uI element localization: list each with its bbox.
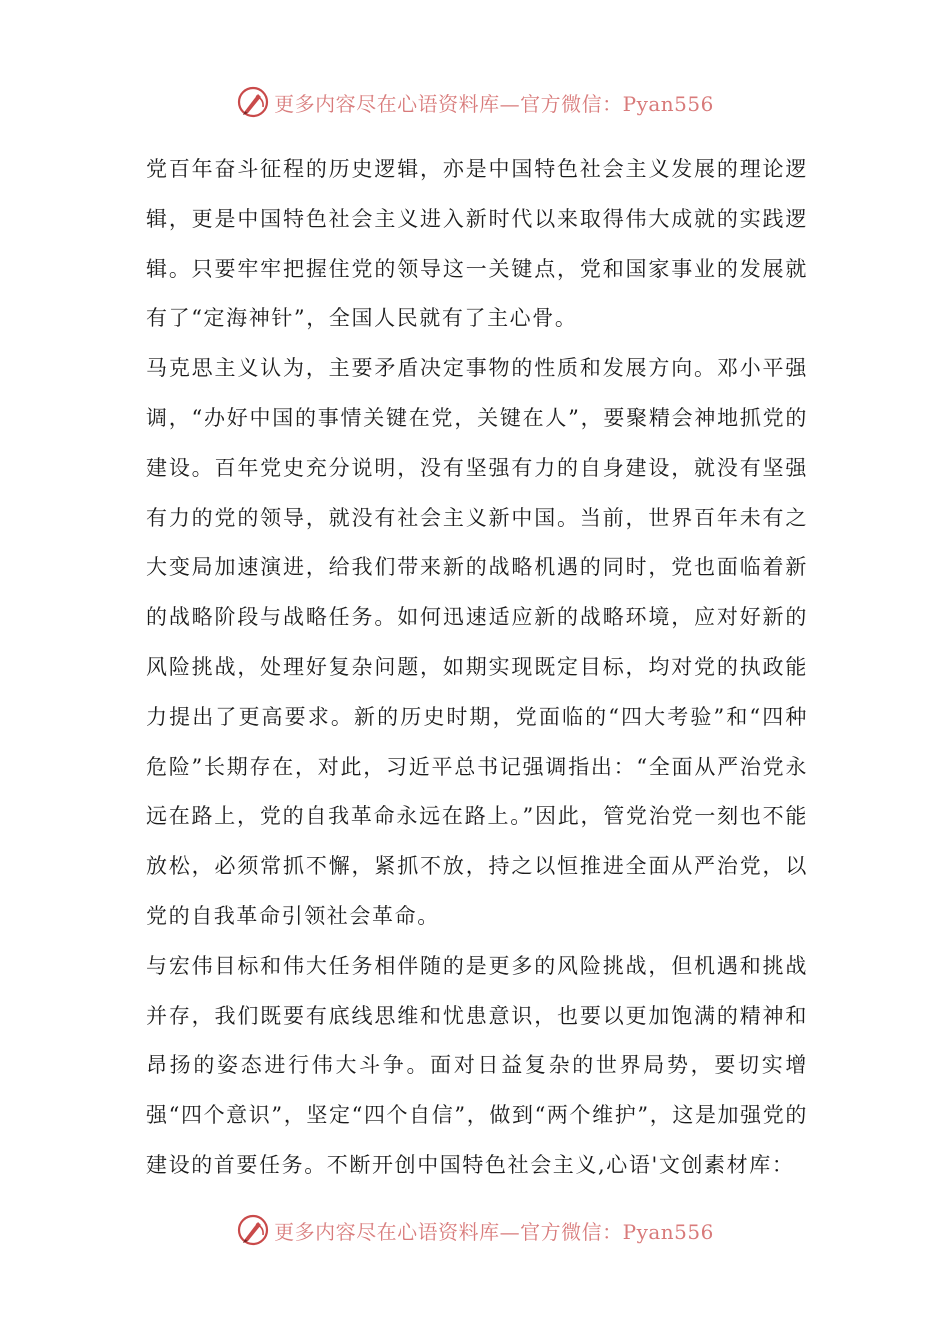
pen-logo-icon: [236, 85, 270, 119]
paragraph-3: 与宏伟目标和伟大任务相伴随的是更多的风险挑战，但机遇和挑战并存，我们既要有底线思维和忧患意识，也要以更加饱满的精神和昂扬的姿态进行伟大斗争。面对日益复杂的世界局势，要切实增强“四个意识”，坚定“四个自信”，做到“两个维护”，这是加强党的建设的首要任务。不断开创中国特色社会主义,心语'文创素材库：: [146, 953, 808, 1177]
footer-banner-text: 更多内容尽在心语资料库—官方微信：Pyan556: [274, 1219, 714, 1244]
footer-banner: [0, 1208, 950, 1252]
pen-logo-icon: [236, 1213, 270, 1247]
paragraph-2: 马克思主义认为，主要矛盾决定事物的性质和发展方向。邓小平强调，“办好中国的事情关键在党，关键在人”，要聚精会神地抓党的建设。百年党史充分说明，没有坚强有力的自身建设，就没有坚强有力的党的领导，就没有社会主义新中国。当前，世界百年未有之大变局加速演进，给我们带来新的战略机遇的同时，党也面临着新的战略阶段与战略任务。如何迅速适应新的战略环境，应对好新的风险挑战，处理好复杂问题，如期实现既定目标，均对党的执政能力提出了更高要求。新的历史时期，党面临的“四大考验”和“四种危险”长期存在，对此，习近平总书记强调指出：“全面从严治党永远在路上，党的自我革命永远在路上。”因此，管党治党一刻也不能放松，必须常抓不懈，紧抓不放，持之以恒推进全面从严治党，以党的自我革命引领社会革命。: [146, 356, 808, 928]
header-banner: [0, 80, 950, 124]
document-body: [146, 145, 808, 1191]
header-banner-text: 更多内容尽在心语资料库—官方微信：Pyan556: [274, 91, 714, 116]
paragraph-1: 党百年奋斗征程的历史逻辑，亦是中国特色社会主义发展的理论逻辑，更是中国特色社会主义进入新时代以来取得伟大成就的实践逻辑。只要牢牢把握住党的领导这一关键点，党和国家事业的发展就有了“定海神针”，全国人民就有了主心骨。: [146, 157, 808, 331]
